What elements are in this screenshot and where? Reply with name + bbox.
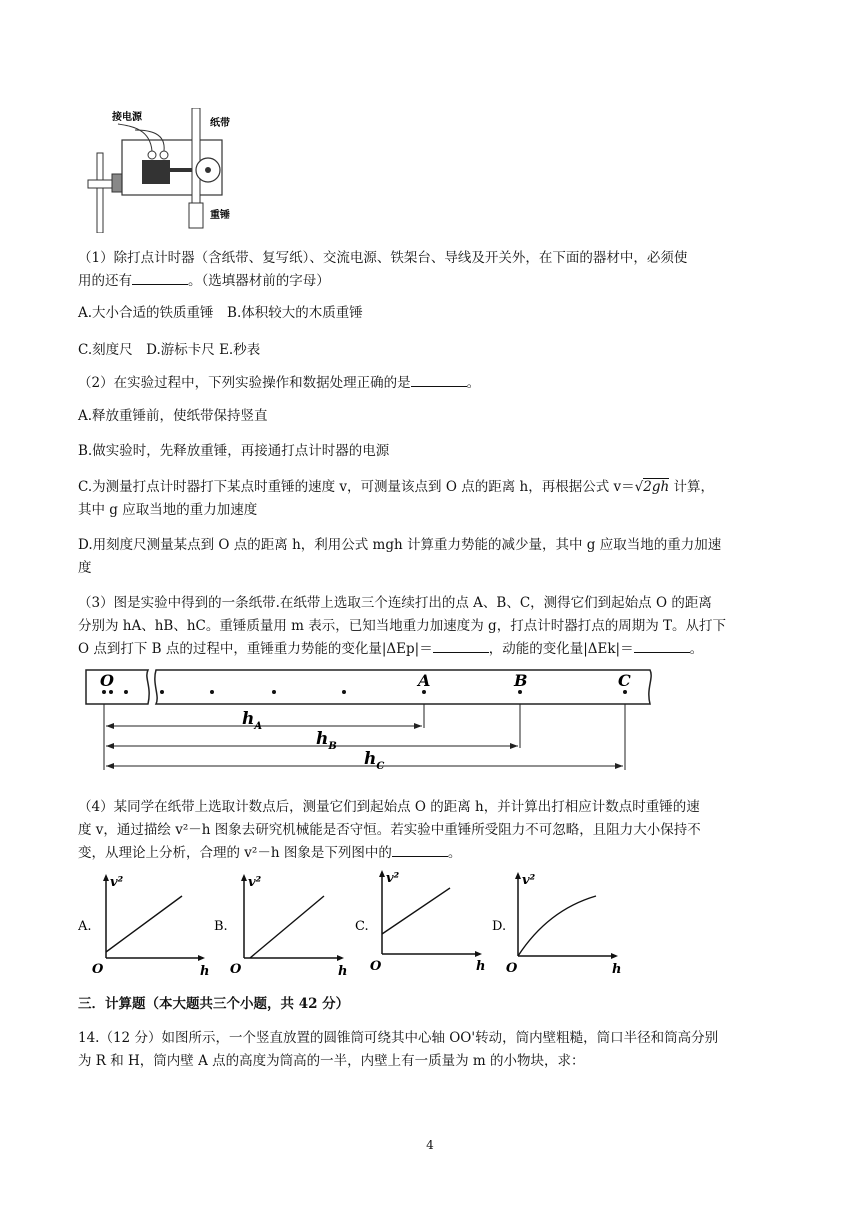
- q14-stem: 14.（12 分）如图所示，一个竖直放置的圆锥筒可绕其中心轴 OO'转动，筒内壁粗糙，筒口半径和筒高分别 为 R 和 H，筒内壁 A 点的高度为筒高的一半，内壁上有一质量为 m 的小物块，求：: [78, 1030, 719, 1069]
- tape-label-o: O: [100, 671, 114, 690]
- tape-label-b: B: [514, 671, 528, 690]
- graph-d[interactable]: [492, 872, 621, 977]
- svg-text:O: O: [506, 961, 518, 976]
- svg-text:O: O: [92, 962, 104, 977]
- svg-text:h: h: [476, 959, 486, 974]
- answer-blank[interactable]: [411, 372, 467, 387]
- svg-text:C.: C.: [355, 919, 369, 934]
- answer-blank[interactable]: [433, 638, 489, 653]
- tape-label-ha: $h_A$: [242, 709, 263, 732]
- tape-label-hc: $h_C$: [364, 749, 385, 772]
- tape-figure: [84, 666, 664, 778]
- tape-drawing: [84, 666, 664, 778]
- graph-b[interactable]: [214, 874, 347, 979]
- q2-option-c: C.为测量打点计时器打下某点时重锤的速度 v，可测量该点到 O 点的距离 h，再根据公式 v＝√2gh 计算， 其中 g 应取当地的重力加速度: [78, 479, 714, 518]
- graph-c[interactable]: [355, 870, 485, 974]
- svg-text:O: O: [230, 962, 242, 977]
- section-title: 三．计算题（本大题共三个小题，共 42 分）: [78, 996, 350, 1012]
- q1-stem: （1）除打点计时器（含纸带、复写纸）、交流电源、铁架台、导线及开关外，在下面的器材中，必须使 用的还有 。（选填器材前的字母）: [78, 250, 688, 289]
- apparatus-drawing: [80, 108, 260, 233]
- q3-stem: （3）图是实验中得到的一条纸带.在纸带上选取三个连续打出的点 A、B、C，测得它们到起始点 O 的距离 分别为 hA、hB、hC。重锤质量用 m 表示，已知当地重力加速度为 g，打点计时器打点的周期为 T。从打下 O 点到打下 B 点的过程中，重锤重力势能的变化量|ΔEp|＝ ，动能的变化量|ΔEk|＝ 。: [78, 595, 726, 657]
- svg-text:A.: A.: [78, 919, 92, 934]
- tape-label-hb: $h_B$: [316, 729, 337, 752]
- q2-option-b: B.做实验时，先释放重锤，再接通打点计时器的电源: [78, 443, 390, 459]
- graph-a[interactable]: [78, 874, 209, 979]
- svg-text:h: h: [200, 964, 210, 979]
- q2-option-d: D.用刻度尺测量某点到 O 点的距离 h，利用公式 mgh 计算重力势能的减少量，其中 g 应取当地的重力加速 度: [78, 537, 722, 576]
- svg-text:B.: B.: [214, 919, 228, 934]
- tape-label-c: C: [618, 671, 631, 690]
- answer-blank[interactable]: [132, 270, 188, 285]
- q1-option-ab: A.大小合适的铁质重锤 B.体积较大的木质重锤: [78, 305, 363, 321]
- svg-text:v²: v²: [248, 875, 262, 890]
- q2-option-a: A.释放重锤前，使纸带保持竖直: [78, 408, 268, 424]
- q4-stem: （4）某同学在纸带上选取计数点后，测量它们到起始点 O 的距离 h，并计算出打相应计数点时重锤的速 度 v，通过描绘 v²－h 图象去研究机械能是否守恒。若实验中重锤所受阻力不可忽略，且阻力大小保持不 变，从理论上分析，合理的 v²－h 图象是下列图中的 。: [78, 799, 701, 861]
- graph-options-drawing: [78, 870, 738, 980]
- tape-label-a: A: [418, 671, 431, 690]
- q1-option-cde: C.刻度尺 D.游标卡尺 E.秒表: [78, 342, 261, 358]
- svg-text:v²: v²: [110, 875, 124, 890]
- svg-text:v²: v²: [522, 873, 536, 888]
- apparatus-figure: [80, 108, 260, 233]
- label-power: 接电源: [112, 112, 142, 123]
- label-weight: 重锤: [210, 210, 230, 221]
- page-number: 4: [426, 1138, 434, 1152]
- q2-stem: （2）在实验过程中，下列实验操作和数据处理正确的是 。: [78, 372, 784, 395]
- answer-blank[interactable]: [634, 638, 690, 653]
- svg-text:h: h: [338, 964, 348, 979]
- svg-text:O: O: [370, 959, 382, 974]
- sqrt-formula: √2gh: [634, 479, 670, 495]
- label-tape: 纸带: [210, 118, 230, 129]
- svg-text:v²: v²: [386, 871, 400, 886]
- answer-blank[interactable]: [392, 842, 448, 857]
- svg-text:h: h: [612, 962, 622, 977]
- graph-options: [78, 870, 738, 980]
- svg-text:D.: D.: [492, 919, 507, 934]
